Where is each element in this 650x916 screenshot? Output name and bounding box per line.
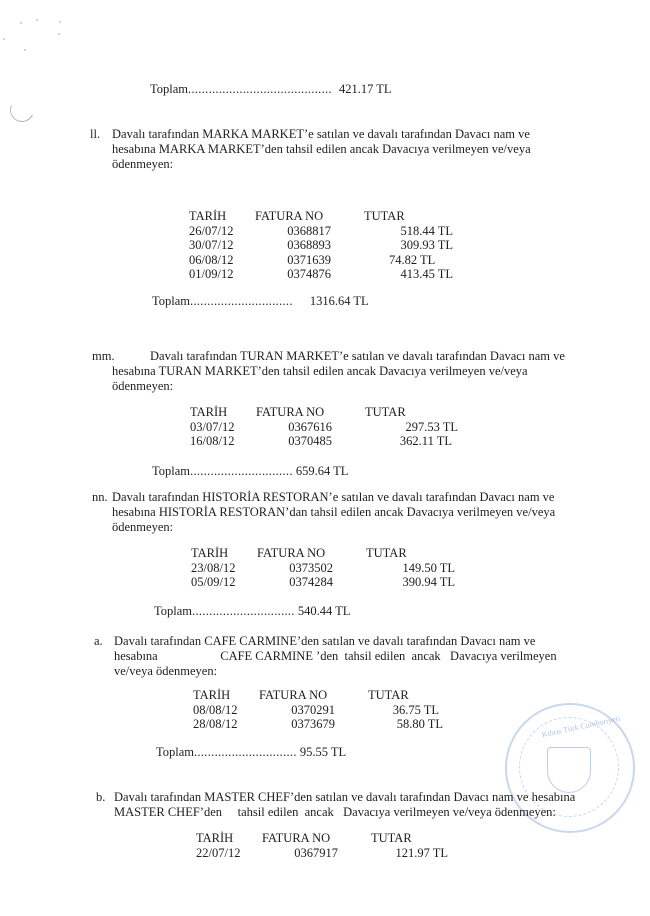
- section-total: Toplam.............................. 95.55 TL: [156, 745, 347, 759]
- stamp-text: Kıbrıs Türk Cumhuriyeti: [540, 713, 621, 740]
- scan-speck: [20, 22, 22, 24]
- section-marker: nn.: [92, 490, 108, 504]
- section-description: Davalı tarafından TURAN MARKET’e satılan ve davalı tarafından Davacı nam ve hesabına TURAN MARKET’den tahsil edilen ancak Davacıya verilmeyen ve/veya ödenmeyen:: [112, 349, 565, 393]
- section-marker: ll.: [90, 127, 101, 141]
- section-total: Toplam.............................. 540.44 TL: [154, 604, 351, 618]
- top-total: [150, 82, 392, 97]
- total-amount: 421.17 TL: [339, 82, 392, 96]
- section-total: Toplam.............................. 1316.64 TL: [152, 294, 369, 308]
- header-date: TARİH: [189, 209, 227, 223]
- total-label: Toplam: [150, 82, 189, 96]
- section-description: Davalı tarafından HISTORİA RESTORAN’e satılan ve davalı tarafından Davacı nam ve hesabına HISTORİA RESTORAN’dan tahsil edilen ancak Davacıya verilmeyen ve/veya ödenmeyen:: [112, 490, 556, 534]
- section-marker: a.: [94, 634, 103, 648]
- scan-speck: [36, 19, 38, 21]
- section-total: Toplam.............................. 659.64 TL: [152, 464, 349, 478]
- section-description: Davalı tarafından MASTER CHEF’den satılan ve davalı tarafından Davacı nam ve hesabına MASTER CHEF’den tahsil edilen ancak Davacıya verilmeyen ve/veya ödenmeyen:: [114, 790, 576, 819]
- punch-hole-mark: [7, 95, 38, 126]
- scan-speck: [58, 33, 60, 35]
- header-amount: TUTAR: [364, 209, 405, 223]
- total-dots: ..........................................: [188, 82, 332, 96]
- section-marker: b.: [96, 790, 106, 804]
- scan-speck: [3, 38, 5, 40]
- header-invoice: FATURA NO: [255, 209, 324, 223]
- section-description: Davalı tarafından CAFE CARMINE’den satılan ve davalı tarafından Davacı nam ve hesabına CAFE CARMINE ’den tahsil edilen ancak Davacıya verilmeyen ve/veya ödenmeyen:: [114, 634, 557, 678]
- section-marker: mm.: [92, 349, 115, 363]
- section-description: Davalı tarafından MARKA MARKET’e satılan ve davalı tarafından Davacı nam ve hesabına MARKA MARKET’den tahsil edilen ancak Davacıya verilmeyen ve/veya ödenmeyen:: [112, 127, 531, 171]
- coat-of-arms-icon: [547, 747, 591, 793]
- scan-speck: [59, 21, 61, 23]
- scan-speck: [24, 49, 26, 51]
